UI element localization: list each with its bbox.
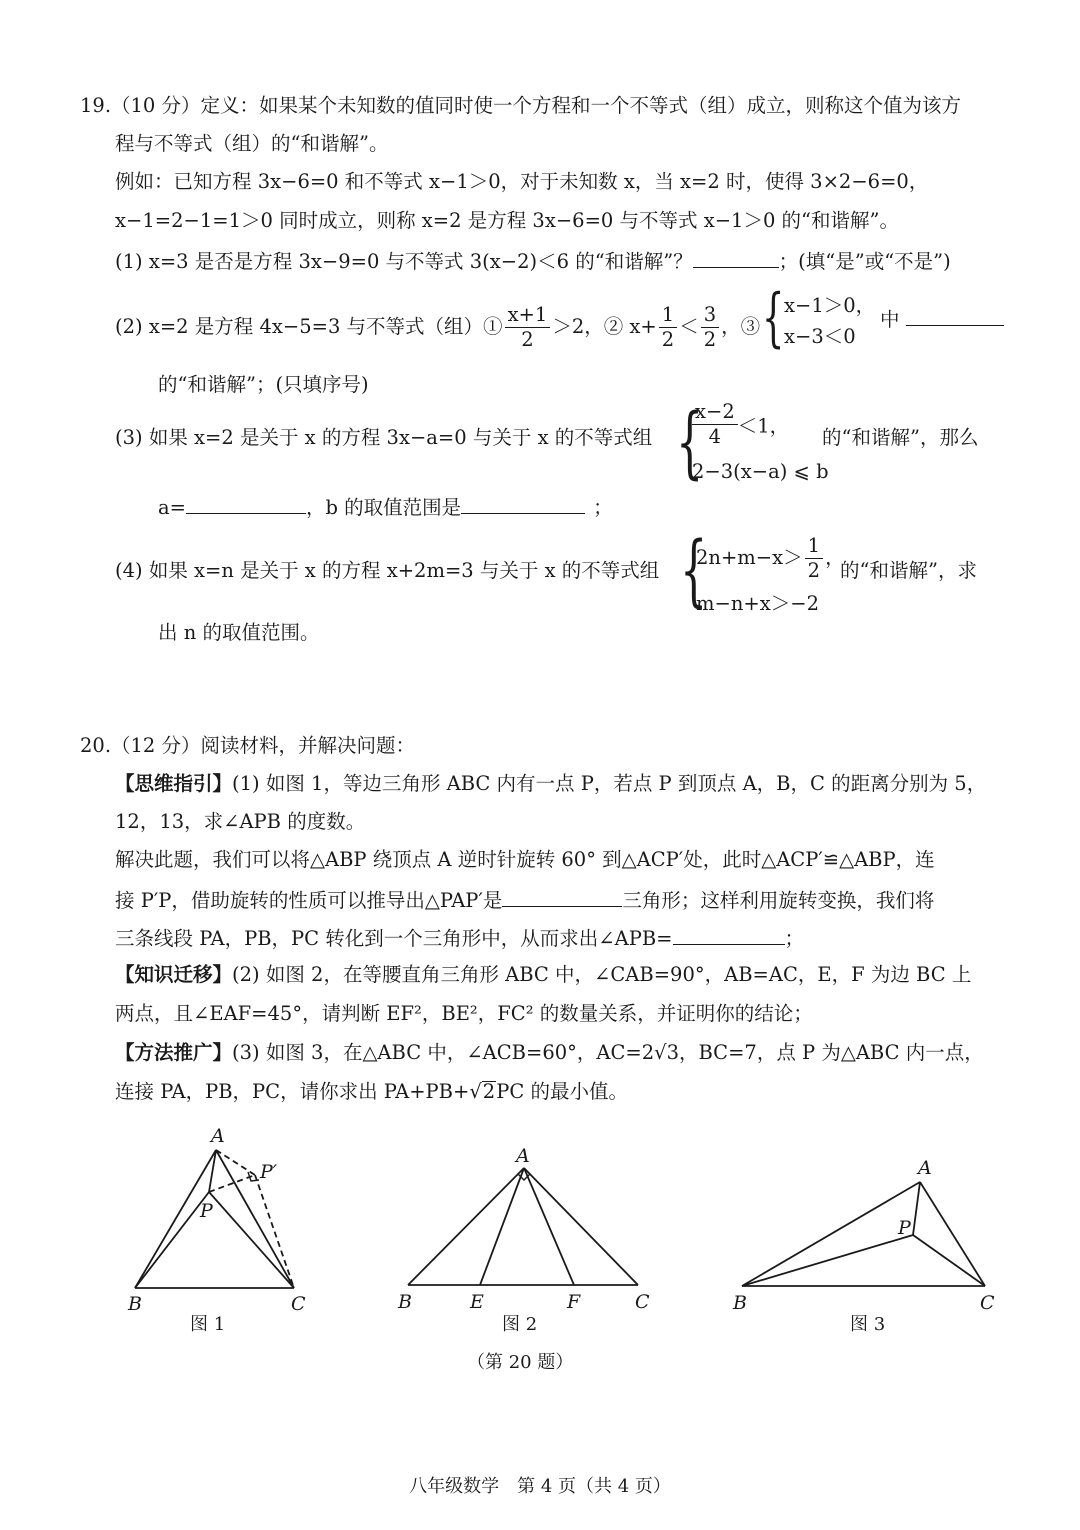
q20-method-sqrt-radicand: 2: [482, 1080, 496, 1103]
q19-part4-system-1a: 2n+m−x＞: [696, 546, 803, 569]
q19-part2-fraction-1: [505, 303, 551, 352]
q19-part2-answer-blank[interactable]: [906, 305, 1004, 326]
q19-number: 19.: [80, 94, 112, 117]
q19-part3-b-blank[interactable]: [461, 493, 585, 514]
fig2-label-c: C: [635, 1291, 650, 1313]
q20-score: （12 分）: [111, 734, 201, 757]
q20-header: [80, 733, 415, 759]
fig3-label-a: A: [918, 1157, 932, 1179]
q19-part2-system: [762, 281, 882, 356]
q19-part2-brace: {: [762, 281, 785, 355]
q19-part2-fraction-1-num: x+1: [505, 303, 551, 328]
q19-part2-zhong-text: 中: [880, 308, 900, 331]
fig1-label-b: B: [128, 1293, 142, 1315]
q19-part4-brace: {: [680, 526, 708, 616]
q19-score: （10 分）: [111, 94, 201, 117]
q20-solve-3: [115, 924, 804, 952]
q20-figures: [0, 1120, 1080, 1420]
q19-part3-answers: [158, 493, 613, 521]
q19-part3-fraction-num: x−2: [692, 400, 738, 425]
fig1-label-p: P: [200, 1200, 213, 1222]
q19-part3-system-line1: [692, 400, 789, 449]
q19-part2-fraction-2-num: 1: [659, 303, 677, 328]
q19-part4-system-comma: ，: [825, 546, 845, 569]
q19-part4-tail: 出 n 的取值范围。: [158, 621, 320, 644]
fig1-label-a: A: [211, 1125, 225, 1147]
fig3-label-b: B: [733, 1292, 747, 1314]
fig1-label-p-prime: P′: [260, 1161, 278, 1183]
q20-triangle-type-blank[interactable]: [502, 886, 622, 907]
q19-part3-lead: (3) 如果 x=2 是关于 x 的方程 3x−a=0 与关于 x 的不等式组: [115, 426, 653, 449]
fig2-label-f: F: [567, 1291, 581, 1313]
q19-part1-tail: ；(填“是”或“不是”): [778, 250, 951, 273]
q19-part4-fraction-den: 2: [807, 559, 821, 582]
q20-guide-1: [115, 771, 986, 797]
q19-part4-lead: (4) 如果 x=n 是关于 x 的方程 x+2m=3 与关于 x 的不等式组: [115, 559, 660, 582]
q20-method-2a: 连接 PA，PB，PC，请你求出 PA+PB+: [115, 1080, 470, 1103]
q19-part3-a-blank[interactable]: [186, 493, 306, 514]
q19-part3-fraction: [692, 400, 738, 449]
fig1-segment-p2c: [255, 1175, 294, 1288]
fig3-label-c: C: [980, 1292, 995, 1314]
q19-example-1: 例如：已知方程 3x−6=0 和不等式 x−1＞0，对于未知数 x，当 x=2 时，使得 3×2−6=0，: [115, 170, 929, 193]
fig2-label-a: A: [516, 1145, 530, 1167]
q19-part3-after: 的“和谐解”，那么: [822, 426, 979, 449]
fig3-segment-pc: [913, 1235, 985, 1286]
q19-part4-after: 的“和谐解”，求: [840, 559, 977, 582]
q19-line2: 程与不等式（组）的“和谐解”。: [115, 132, 389, 155]
fig3-side-ac: [920, 1182, 985, 1286]
q19-part2-lead: (2) x=2 是方程 4x−5=3 与不等式（组）①: [115, 315, 503, 338]
q19-definition: 定义：如果某个未知数的值同时使一个方程和一个不等式（组）成立，则称这个值为该方: [200, 94, 962, 117]
q20-angle-apb-blank[interactable]: [673, 924, 785, 945]
fig3-caption: 图 3: [850, 1314, 886, 1335]
fig3-label-p: P: [898, 1217, 911, 1239]
fig2-segment-ae: [480, 1168, 524, 1285]
fig3-segment-pa: [913, 1182, 920, 1235]
q19-part1-answer-blank[interactable]: [693, 247, 779, 268]
fig1-segment-pc: [209, 1192, 294, 1288]
fig1-caption: 图 1: [190, 1314, 226, 1335]
q20-guide-2: 12，13，求∠APB 的度数。: [115, 810, 366, 833]
q20-guide-1-text: (1) 如图 1，等边三角形 ABC 内有一点 P，若点 P 到顶点 A，B，C 的距离分别为 5，: [232, 772, 987, 795]
fig1-label-c: C: [291, 1293, 306, 1315]
q19-part4-system-line2: m−n+x＞−2: [696, 592, 819, 615]
q20-method-1-text: (3) 如图 3，在△ABC 中，∠ACB=60°，AC=2√3，BC=7，点 P 为△ABC 内一点，: [232, 1041, 984, 1064]
q20-solve-2b: 三角形；这样利用旋转变换，我们将: [622, 889, 935, 912]
fig3-segment-pb: [742, 1235, 913, 1286]
q19-part1-text: (1) x=3 是否是方程 3x−9=0 与不等式 3(x−2)＜6 的“和谐解”？: [115, 250, 693, 273]
q20-method-2b: PC 的最小值。: [496, 1080, 628, 1103]
q20-method-1: [115, 1040, 984, 1066]
fig2-caption: 图 2: [502, 1314, 538, 1335]
q20-method-2: [115, 1079, 628, 1105]
q19-part3-a-label: a=: [158, 496, 186, 519]
q19-part2-fraction-3: [701, 303, 719, 352]
q19-part3-system: [676, 398, 829, 488]
fig3-side-ab: [742, 1182, 920, 1286]
q19-part3-system-lt: ＜1，: [737, 414, 790, 438]
fig2-side-ac: [524, 1168, 638, 1285]
q19-example-2: x−1=2−1=1＞0 同时成立，则称 x=2 是方程 3x−6=0 与不等式 x−1＞0 的“和谐解”。: [115, 209, 899, 232]
q20-method-tag: 【方法推广】: [115, 1041, 233, 1064]
q19-part2-system-line2: x−3＜0: [784, 325, 856, 348]
fig1-segment-ap2: [216, 1150, 255, 1175]
q20-solve-2a: 接 P′P，借助旋转的性质可以推导出△PAP′是: [115, 889, 503, 912]
q19-part2: [115, 302, 760, 352]
sqrt-symbol: √: [469, 1080, 482, 1103]
q19-part4-system-line1: [696, 530, 845, 586]
q20-number: 20.: [80, 734, 112, 757]
q19-part4-fraction: [805, 534, 823, 583]
fig2-segment-af: [524, 1168, 574, 1285]
q20-transfer-1-text: (2) 如图 2，在等腰直角三角形 ABC 中，∠CAB=90°，AB=AC，E，F 为边 BC 上: [232, 963, 972, 986]
q19-part2-fraction-3-num: 3: [701, 303, 719, 328]
figure-2: [408, 1168, 638, 1285]
q19-part3-fraction-den: 4: [708, 425, 722, 448]
fig2-label-b: B: [398, 1291, 412, 1313]
q19-part2-lt: ＜: [679, 315, 699, 338]
q19-part1: [115, 247, 951, 275]
q19-part2-circ3: ，③: [721, 315, 761, 338]
q19-part2-system-line1: x−1＞0，: [784, 294, 876, 317]
fig1-side-ac: [216, 1150, 294, 1288]
figure-3: [742, 1182, 985, 1286]
q19-part2-fraction-2: [659, 303, 677, 352]
q20-solve-3b: ；: [784, 927, 805, 950]
q19-part3-system-line2: 2−3(x−a) ⩽ b: [692, 460, 829, 483]
q20-transfer-2: 两点，且∠EAF=45°，请判断 EF²，BE²，FC² 的数量关系，并证明你的结论；: [115, 1002, 813, 1025]
q20-transfer-tag: 【知识迁移】: [115, 963, 233, 986]
fig1-segment-pb: [135, 1192, 209, 1288]
page-footer: 八年级数学 第 4 页（共 4 页）: [409, 1476, 671, 1497]
q19-part2-fraction-2-den: 2: [661, 328, 675, 351]
q19-line1: [80, 93, 961, 119]
q20-solve-1: 解决此题，我们可以将△ABP 绕顶点 A 逆时针旋转 60° 到△ACP′处，此时△ACP′≌△ABP，连: [115, 848, 935, 871]
q19-part3-brace: {: [676, 398, 704, 488]
fig2-label-e: E: [470, 1291, 484, 1313]
q20-intro: 阅读材料，并解决问题：: [200, 734, 416, 757]
fig2-side-ab: [408, 1168, 524, 1285]
q19-part2-after-f1: ＞2，② x+: [552, 315, 657, 338]
q20-solve-2: [115, 886, 934, 914]
q20-transfer-1: [115, 962, 971, 988]
q19-part2-fraction-3-den: 2: [703, 328, 717, 351]
q19-part2-zhong: [880, 305, 1004, 333]
q19-part3-b-label: ，b 的取值范围是: [305, 496, 462, 519]
q19-part2-tail: 的“和谐解”；(只填序号): [158, 373, 369, 396]
q20-guide-tag: 【思维指引】: [115, 772, 233, 795]
q20-solve-3a: 三条线段 PA，PB，PC 转化到一个三角形中，从而求出∠APB=: [115, 927, 673, 950]
q19-part4-fraction-num: 1: [805, 534, 823, 559]
q19-part4-system: [680, 526, 845, 616]
q19-part2-fraction-1-den: 2: [521, 328, 534, 351]
q20-figures-caption: （第 20 题）: [467, 1352, 574, 1373]
q19-part3-end: ；: [593, 496, 613, 519]
